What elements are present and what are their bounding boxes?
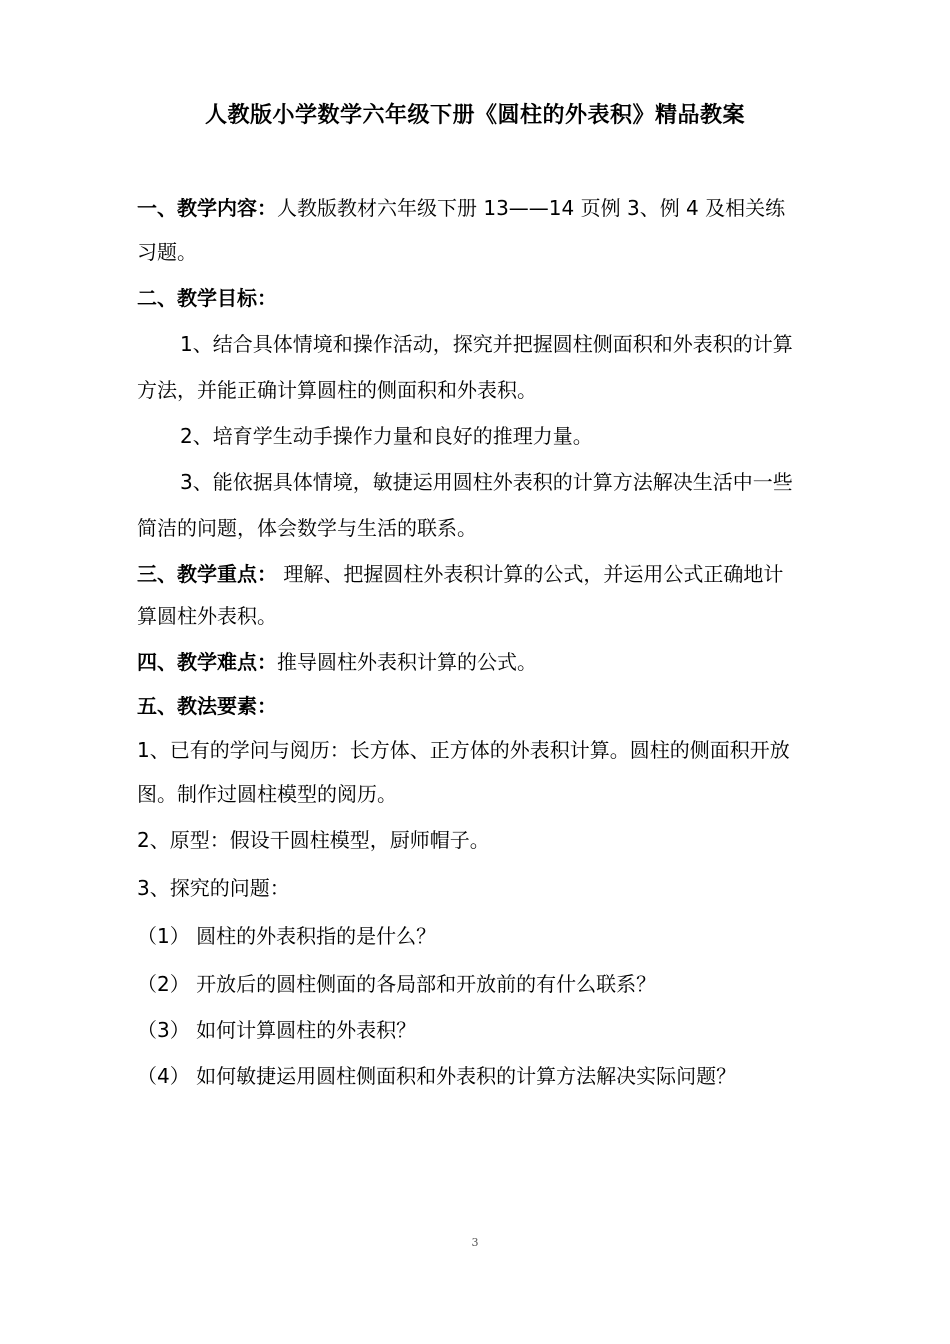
- section4-line: [137, 648, 867, 676]
- goal2: 2、培育学生动手操作力量和良好的推理力量。: [180, 424, 593, 448]
- section5-heading-text: 五、教法要素：: [137, 694, 277, 718]
- question-2: （2） 开放后的圆柱侧面的各局部和开放前的有什么联系？: [137, 972, 657, 996]
- item3: 3、探究的问题：: [137, 876, 290, 900]
- section1-line1: [137, 194, 867, 222]
- section1-heading: 一、教学内容：: [137, 196, 277, 220]
- goal3-line1: 3、能依据具体情境，敏捷运用圆柱外表积的计算方法解决生活中一些: [180, 470, 793, 494]
- section2-heading: [137, 284, 867, 312]
- section3-text: 理解、把握圆柱外表积计算的公式，并运用公式正确地计: [277, 562, 784, 586]
- section1-text: 人教版教材六年级下册 13——14 页例 3、例 4 及相关练: [277, 196, 786, 220]
- section4-text: 推导圆柱外表积计算的公式。: [277, 650, 537, 674]
- section3-line2: 算圆柱外表积。: [137, 604, 277, 628]
- goal3-line2: 简洁的问题，体会数学与生活的联系。: [137, 516, 477, 540]
- question-1: （1） 圆柱的外表积指的是什么？: [137, 924, 437, 948]
- section3-line1: [137, 560, 867, 588]
- question-4: （4） 如何敏捷运用圆柱侧面积和外表积的计算方法解决实际问题？: [137, 1064, 737, 1088]
- page-title: 人教版小学数学六年级下册《圆柱的外表积》精品教案: [204, 103, 745, 128]
- section2-heading-text: 二、教学目标：: [137, 286, 277, 310]
- section3-heading: 三、教学重点：: [137, 562, 277, 586]
- section5-heading: [137, 692, 867, 720]
- item2: 2、原型：假设干圆柱模型，厨师帽子。: [137, 828, 490, 852]
- item1-line2: 图。制作过圆柱模型的阅历。: [137, 782, 397, 806]
- section4-heading: 四、教学难点：: [137, 650, 277, 674]
- question-3: （3） 如何计算圆柱的外表积？: [137, 1018, 417, 1042]
- goal1-line1: 1、结合具体情境和操作活动，探究并把握圆柱侧面积和外表积的计算: [180, 332, 793, 356]
- goal1-line2: 方法，并能正确计算圆柱的侧面积和外表积。: [137, 378, 537, 402]
- section1-line2: 习题。: [137, 240, 197, 264]
- page-number: 3: [471, 1236, 479, 1249]
- item1-line1: 1、已有的学问与阅历：长方体、正方体的外表积计算。圆柱的侧面积开放: [137, 738, 790, 762]
